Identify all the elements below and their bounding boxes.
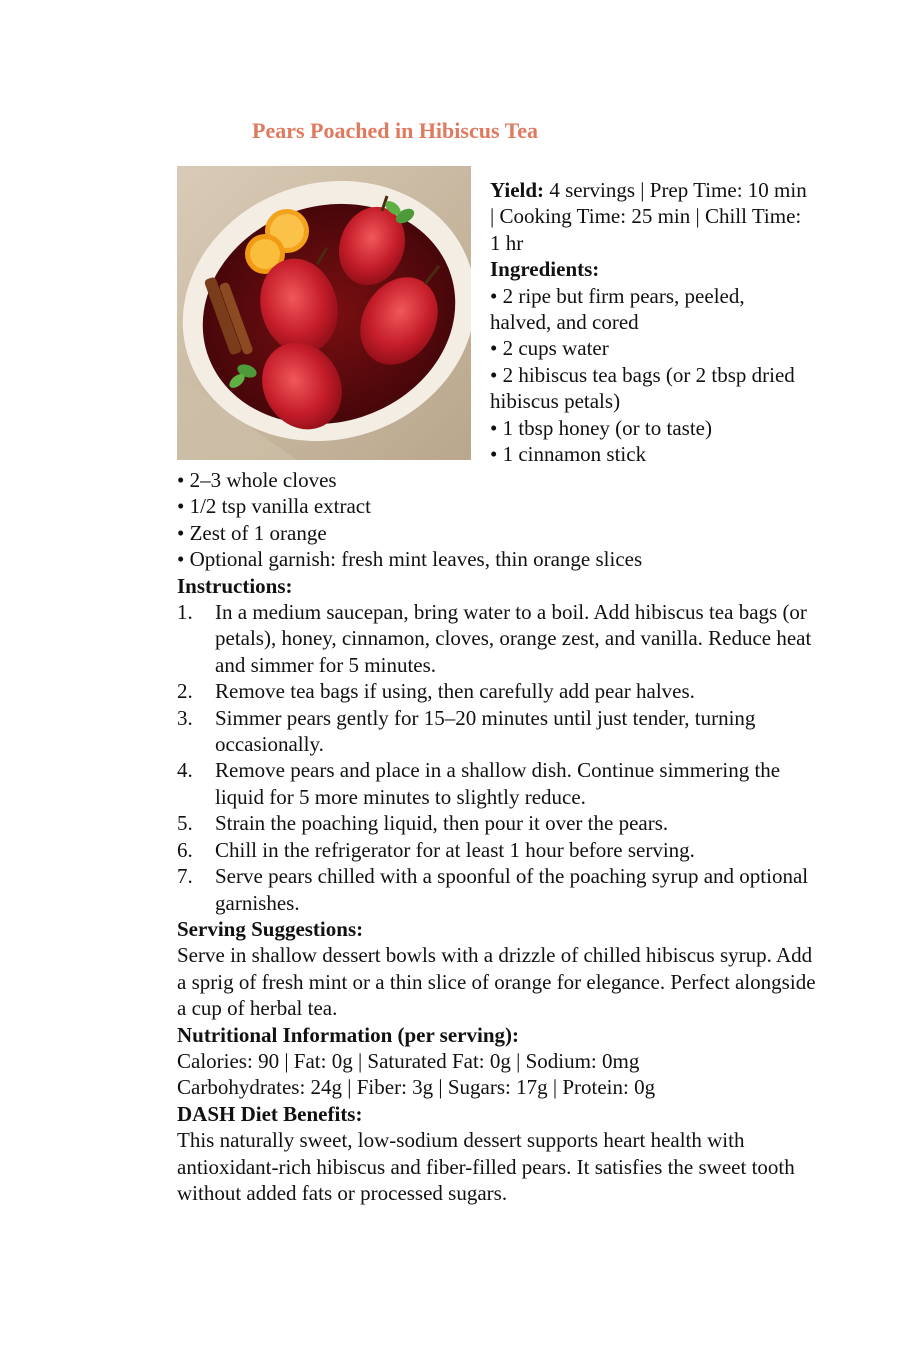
step-text: Remove tea bags if using, then carefully add pear halves. [215, 679, 695, 704]
instruction-step [177, 837, 817, 863]
instruction-step [177, 705, 817, 758]
step-number: 1. [177, 600, 193, 625]
step-number: 5. [177, 811, 193, 836]
step-number: 6. [177, 837, 193, 862]
recipe-meta-column [490, 177, 810, 467]
dash-heading: DASH Diet Benefits: [177, 1101, 363, 1126]
poached-pears-photo [177, 166, 471, 460]
ingredients-heading: Ingredients: [490, 257, 600, 282]
ingredient-item: • 2 hibiscus tea bags (or 2 tbsp dried hibiscus petals) [490, 362, 795, 414]
ingredient-item: • Zest of 1 orange [177, 520, 327, 545]
step-number: 7. [177, 864, 193, 889]
serving-heading: Serving Suggestions: [177, 916, 364, 941]
instructions-list [177, 599, 817, 916]
ingredient-item: • 1 cinnamon stick [490, 442, 647, 467]
instructions-heading: Instructions: [177, 573, 293, 598]
ingredient-item: • 1 tbsp honey (or to taste) [490, 415, 712, 440]
serving-text: Serve in shallow dessert bowls with a drizzle of chilled hibiscus syrup. Add a sprig of fresh mint or a thin slice of orange for elegance. Perfect alongside a cup of herbal tea. [177, 943, 816, 1021]
ingredient-item: • 2–3 whole cloves [177, 468, 337, 492]
recipe-body [177, 467, 817, 1206]
step-text: Strain the poaching liquid, then pour it over the pears. [215, 811, 669, 836]
ingredient-item: • 2 ripe but firm pears, peeled, halved, and cored [490, 283, 745, 335]
instruction-step [177, 678, 817, 704]
nutrition-heading: Nutritional Information (per serving): [177, 1022, 519, 1047]
yield-line [490, 177, 810, 256]
page-title: Pears Poached in Hibiscus Tea [252, 118, 539, 143]
instruction-step [177, 863, 817, 916]
nutrition-line: Carbohydrates: 24g | Fiber: 3g | Sugars: 17g | Protein: 0g [177, 1075, 656, 1100]
yield-text: 4 servings | Prep Time: 10 min | Cooking Time: 25 min | Chill Time: 1 hr [490, 178, 807, 255]
nutrition-line: Calories: 90 | Fat: 0g | Saturated Fat: 0g | Sodium: 0mg [177, 1048, 640, 1073]
yield-label: Yield: [490, 178, 545, 202]
instruction-step [177, 757, 817, 810]
dash-text: This naturally sweet, low-sodium dessert supports heart health with antioxidant-rich hibiscus and fiber-filled pears. It satisfies the sweet tooth without added fats or processed sugars. [177, 1128, 795, 1205]
step-text: In a medium saucepan, bring water to a boil. Add hibiscus tea bags (or petals), honey, cinnamon, cloves, orange zest, and vanilla. Reduce heat and simmer for 5 minutes. [215, 600, 812, 677]
step-text: Serve pears chilled with a spoonful of the poaching syrup and optional garnishes. [215, 864, 809, 915]
instruction-step [177, 810, 817, 836]
step-text: Chill in the refrigerator for at least 1 hour before serving. [215, 837, 695, 862]
instruction-step [177, 599, 817, 678]
ingredient-item: • 2 cups water [490, 336, 609, 361]
step-text: Remove pears and place in a shallow dish. Continue simmering the liquid for 5 more minutes to slightly reduce. [215, 758, 781, 809]
step-number: 4. [177, 758, 193, 783]
step-number: 2. [177, 679, 193, 704]
ingredient-item: • Optional garnish: fresh mint leaves, thin orange slices [177, 547, 643, 572]
step-text: Simmer pears gently for 15–20 minutes until just tender, turning occasionally. [215, 705, 756, 757]
ingredient-item: • 1/2 tsp vanilla extract [177, 494, 371, 519]
step-number: 3. [177, 705, 193, 730]
